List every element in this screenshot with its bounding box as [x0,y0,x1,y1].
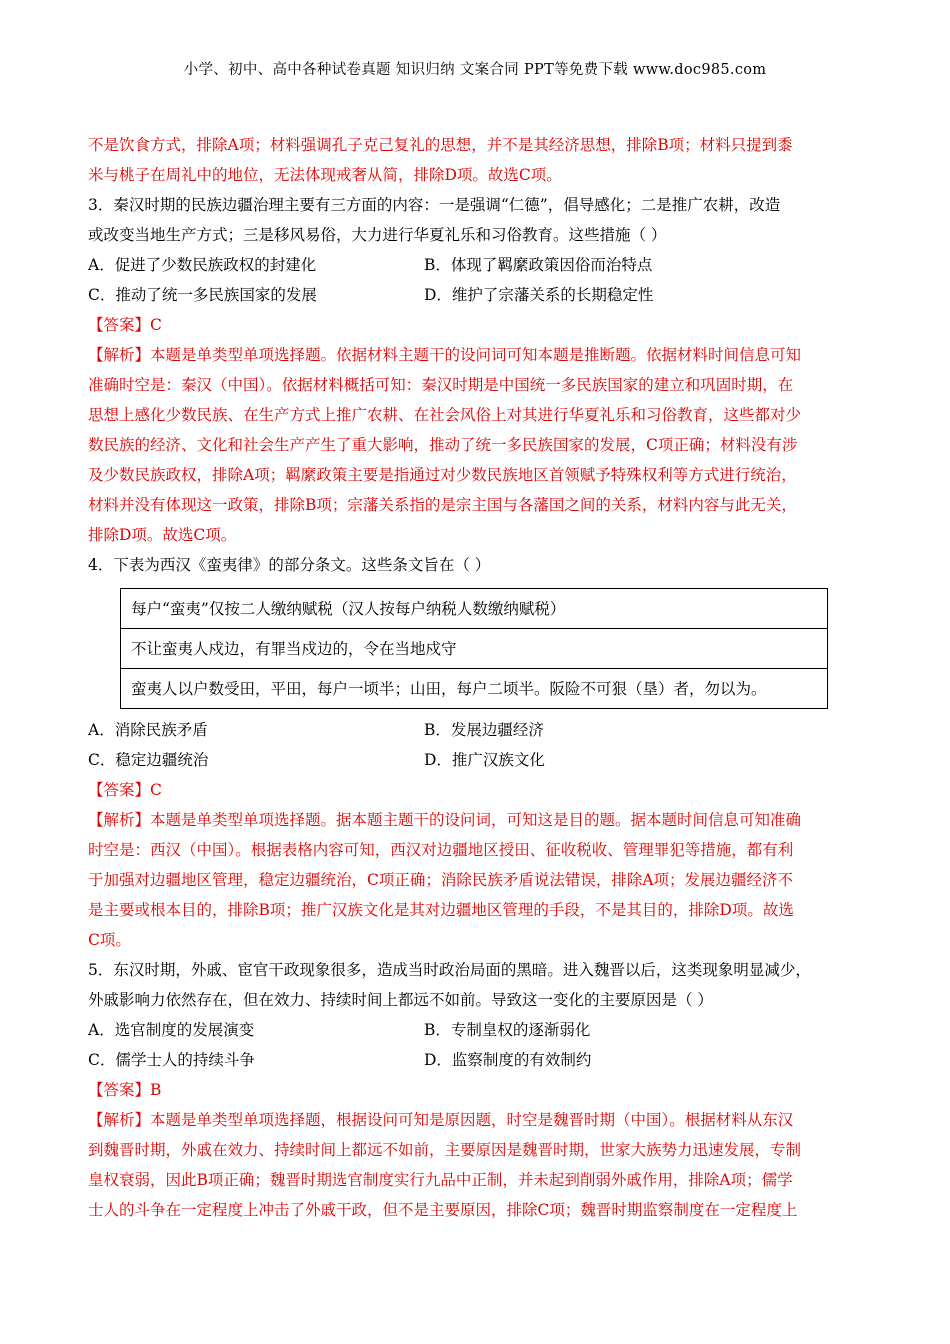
question-3 [88,190,862,550]
table-cell: 蛮夷人以户数受田，平田，每户一顷半；山田，每户二顷半。阪险不可狠（垦）者，勿以为。 [121,669,828,709]
option-d: D．监察制度的有效制约 [424,1051,592,1069]
explanation-text: 本题是单类型单项选择题。据本题主题干的设问词，可知这是目的题。据本题时间信息可知准确 [150,811,802,829]
answer: 【答案】B [88,1081,162,1099]
explanation-line: 思想上感化少数民族、在生产方式上推广农耕、在社会风俗上对其进行华夏礼乐和习俗教育，这些都对少 [88,406,802,424]
explanation-tag: 【解析】 [88,811,151,829]
options-row [88,745,862,775]
explanation-line: C项。 [88,931,131,949]
explanation-line: 于加强对边疆地区管理，稳定边疆统治，C项正确；消除民族矛盾说法错误，排除A项；发展边疆经济不 [88,871,794,889]
page-header: 小学、初中、高中各种试卷真题 知识归纳 文案合同 PPT等免费下载 www.doc985.com [183,62,767,78]
law-table [120,588,828,709]
explanation-tag: 【解析】 [88,1111,151,1129]
table-cell: 每户“蛮夷”仅按二人缴纳赋税（汉人按每户纳税人数缴纳赋税） [121,589,828,629]
options-row [88,1015,862,1045]
option-a: A．选官制度的发展演变 [88,1021,255,1039]
options-row [88,715,862,745]
table-row [121,669,828,709]
option-a: A．促进了少数民族政权的封建化 [88,256,317,274]
table-row [121,629,828,669]
option-d: D．推广汉族文化 [424,751,545,769]
explanation-line: 排除D项。故选C项。 [88,526,237,544]
explanation-line: 时空是：西汉（中国）。根据表格内容可知，西汉对边疆地区授田、征收税收、管理罪犯等措施，都有利 [88,841,794,859]
explanation-line: 是主要或根本目的，排除B项；推广汉族文化是其对边疆地区管理的手段，不是其目的，排除D项。故选 [88,901,794,919]
explanation-line [88,340,862,370]
explanation-line: 及少数民族政权，排除A项；羁縻政策主要是指通过对少数民族地区首领赋予特殊权利等方式进行统治， [88,466,797,484]
question-stem: 或改变当地生产方式；三是移风易俗，大力进行华夏礼乐和习俗教育。这些措施（ ） [88,226,667,244]
question-stem: 3．秦汉时期的民族边疆治理主要有三方面的内容：一是强调“仁德”，倡导感化；二是推广农耕，改造 [88,196,781,214]
table-row [121,589,828,629]
answer: 【答案】C [88,781,162,799]
option-c: C．稳定边疆统治 [88,751,209,769]
explanation-tag: 【解析】 [88,346,151,364]
explanation-line [88,805,862,835]
question-5 [88,955,862,1225]
option-c: C．推动了统一多民族国家的发展 [88,286,317,304]
explanation-text: 本题是单类型单项选择题，根据设问可知是原因题，时空是魏晋时期（中国）。根据材料从东汉 [150,1111,794,1129]
explanation-line: 士人的斗争在一定程度上冲击了外戚干政，但不是主要原因，排除C项；魏晋时期监察制度在一定程度上 [88,1201,798,1219]
question-stem: 5．东汉时期，外戚、宦官干政现象很多，造成当时政治局面的黑暗。进入魏晋以后，这类现象明显减少， [88,961,811,979]
option-a: A．消除民族矛盾 [88,721,208,739]
page-content [88,130,862,1225]
question-stem: 4．下表为西汉《蛮夷律》的部分条文。这些条文旨在（ ） [88,556,491,574]
explanation-text: 本题是单类型单项选择题。依据材料主题干的设问词可知本题是推断题。依据材料时间信息可知 [150,346,802,364]
options-row [88,250,862,280]
explanation-line: 皇权衰弱，因此B项正确；魏晋时期选官制度实行九品中正制，并未起到削弱外戚作用，排除A项；儒学 [88,1171,793,1189]
explanation-line [88,1105,862,1135]
prev-explanation [88,130,862,190]
explanation-line: 数民族的经济、文化和社会生产产生了重大影响，推动了统一多民族国家的发展，C项正确；材料没有涉 [88,436,798,454]
explanation-line: 材料并没有体现这一政策，排除B项；宗藩关系指的是宗主国与各藩国之间的关系，材料内容与此无关， [88,496,797,514]
option-c: C．儒学士人的持续斗争 [88,1051,255,1069]
answer: 【答案】C [88,316,162,334]
options-row [88,1045,862,1075]
explanation-line: 米与桃子在周礼中的地位，无法体现戒奢从简，排除D项。故选C项。 [88,166,562,184]
options-row [88,280,862,310]
option-b: B．专制皇权的逐渐弱化 [424,1021,591,1039]
option-b: B．发展边疆经济 [424,721,544,739]
explanation-line: 不是饮食方式，排除A项；材料强调孔子克己复礼的思想，并不是其经济思想，排除B项；材料只提到黍 [88,136,793,154]
table-cell: 不让蛮夷人戍边，有罪当戍边的，令在当地戍守 [121,629,828,669]
explanation-line: 到魏晋时期，外戚在效力、持续时间上都远不如前，主要原因是魏晋时期，世家大族势力迅速发展，专制 [88,1141,802,1159]
question-4 [88,550,862,955]
option-d: D．维护了宗藩关系的长期稳定性 [424,286,654,304]
explanation-line: 准确时空是：秦汉（中国）。依据材料概括可知：秦汉时期是中国统一多民族国家的建立和巩固时期，在 [88,376,794,394]
option-b: B．体现了羁縻政策因俗而治特点 [424,256,653,274]
question-stem: 外戚影响力依然存在，但在效力、持续时间上都远不如前。导致这一变化的主要原因是（ ） [88,991,713,1009]
